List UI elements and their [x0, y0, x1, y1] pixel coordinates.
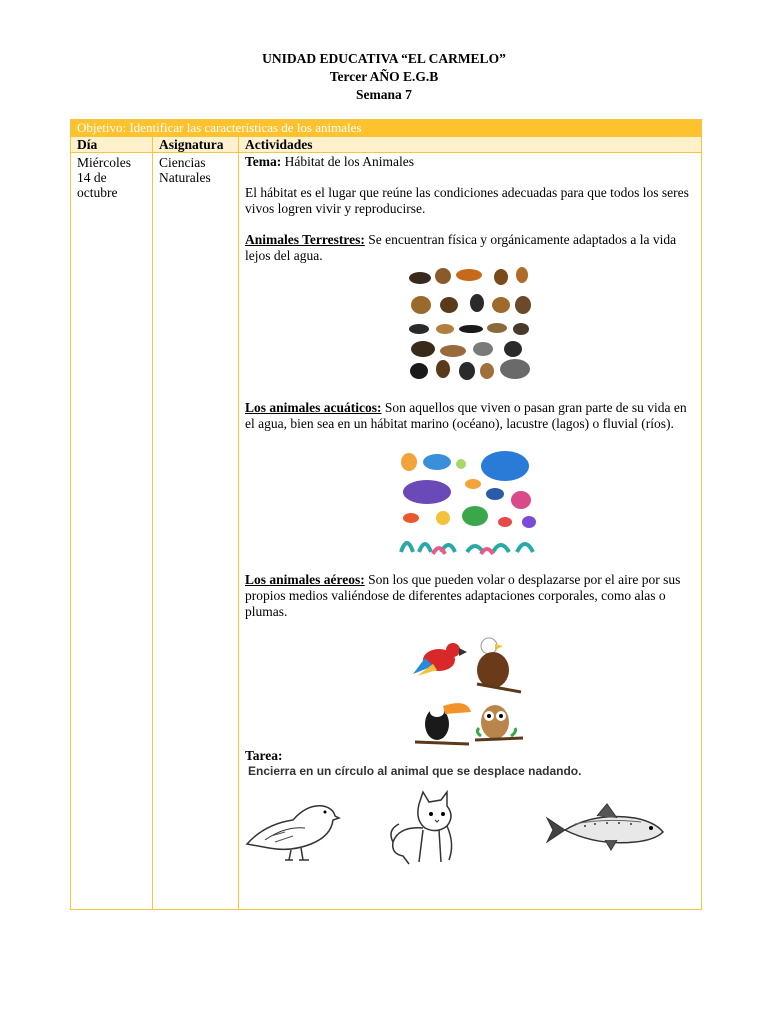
subject-cell — [159, 155, 211, 185]
column-divider — [238, 136, 239, 909]
intro-paragraph: El hábitat es el lugar que reúne las condiciones adecuadas para que todos los seres vivos logren vivir y reproducirse. — [245, 185, 689, 216]
day-cell — [77, 155, 131, 200]
tarea-label: Tarea: — [245, 748, 283, 763]
grade-level: Tercer AÑO E.G.B — [329, 69, 439, 84]
terrestres-label: Animales Terrestres: — [245, 232, 365, 247]
school-name: UNIDAD EDUCATIVA “EL CARMELO” — [262, 51, 506, 66]
fish-sketch-image — [545, 800, 669, 858]
subject-line: Ciencias — [159, 155, 206, 170]
tema-value: Hábitat de los Animales — [284, 154, 414, 169]
terrestres-text: Se encuentran física y orgánicamente adaptados a la vida lejos del agua. — [245, 232, 677, 263]
terrestres-paragraph — [245, 232, 697, 264]
objective-row: Objetivo: Identificar las características de los animales — [71, 120, 701, 136]
column-header-activities: Actividades — [245, 137, 313, 152]
document-header — [0, 50, 768, 104]
tarea-instruction: Encierra en un círculo al animal que se desplace nadando. — [248, 764, 582, 778]
column-divider — [152, 136, 153, 909]
day-month: octubre — [77, 185, 118, 200]
aereos-text: Son los que pueden volar o desplazarse por el aire por sus propios medios valiéndose de diferentes adaptaciones corporales, como alas o plumas. — [245, 572, 681, 619]
column-header-day: Día — [77, 137, 98, 152]
column-header-row — [71, 136, 701, 153]
acuaticos-paragraph — [245, 400, 697, 432]
column-header-subject: Asignatura — [159, 137, 224, 152]
land-animals-image — [405, 263, 535, 385]
cat-sketch-image — [389, 790, 463, 866]
aquatic-animals-image — [397, 448, 541, 556]
day-date: 14 de — [77, 170, 107, 185]
aereos-label: Los animales aéreos: — [245, 572, 365, 587]
acuaticos-text: Son aquellos que viven o pasan gran parte de su vida en el agua, bien sea en un hábitat marino (océano), lacustre (lagos) o fluvial (ríos). — [245, 400, 687, 431]
tema-line — [245, 154, 697, 170]
aereos-paragraph — [245, 572, 697, 620]
week-number: Semana 7 — [356, 87, 412, 102]
subject-line: Naturales — [159, 170, 211, 185]
air-animals-image — [411, 632, 527, 750]
day-weekday: Miércoles — [77, 155, 131, 170]
acuaticos-label: Los animales acuáticos: — [245, 400, 382, 415]
tema-label: Tema: — [245, 154, 282, 169]
bird-sketch-image — [245, 796, 341, 864]
lesson-table — [70, 119, 702, 910]
